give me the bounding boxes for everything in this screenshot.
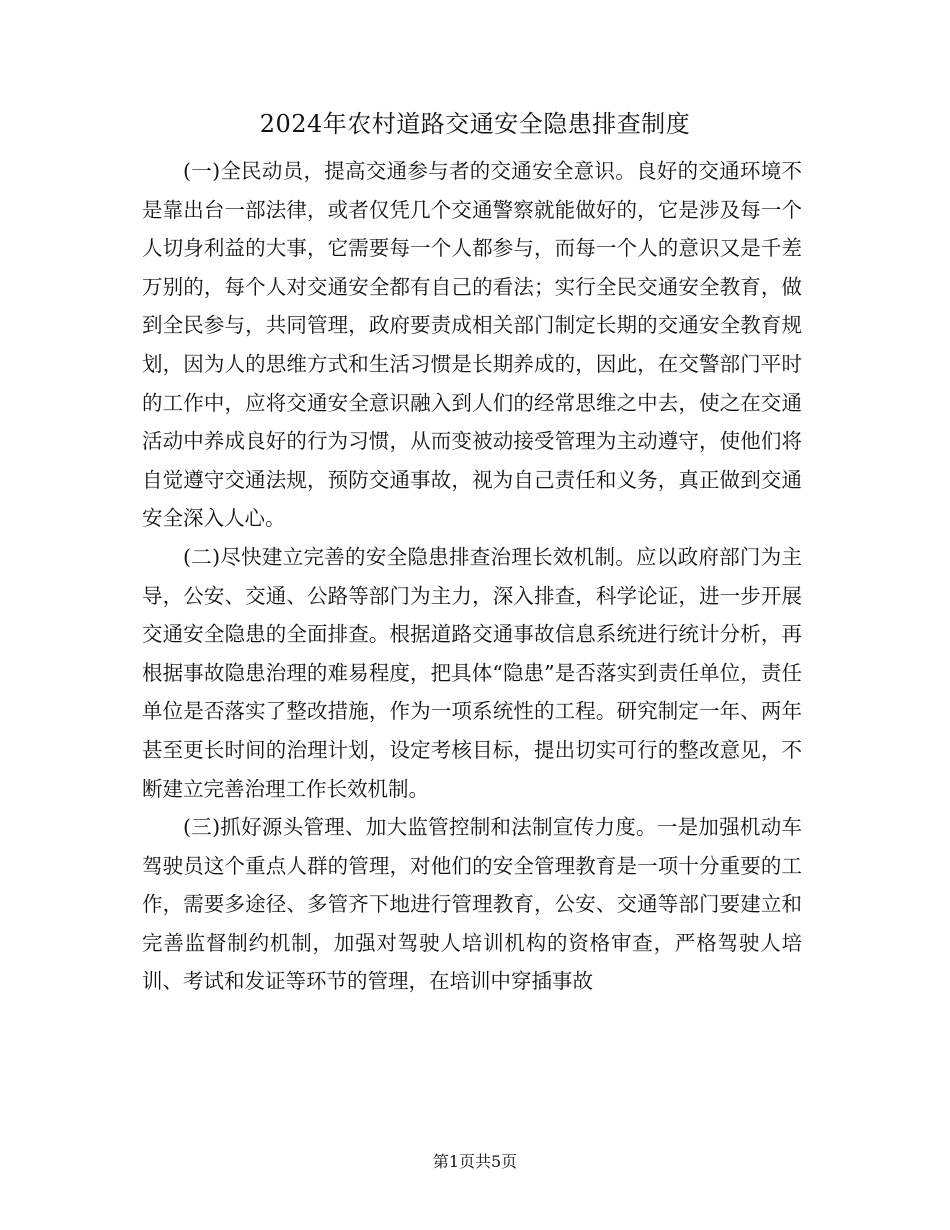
document-body — [142, 152, 802, 1001]
document-title: 2024年农村道路交通安全隐患排查制度 — [259, 110, 691, 138]
paragraph-3: (三)抓好源头管理、加大监管控制和法制宣传力度。一是加强机动车驾驶员这个重点人群的管理，对他们的安全管理教育是一项十分重要的工作，需要多途径、多管齐下地进行管理教育，公安、交通等部门要建立和完善监督制约机制，加强对驾驶人培训机构的资格审查，严格驾驶人培训、考试和发证等环节的管理，在培训中穿插事故 — [142, 815, 802, 994]
paragraph-2: (二)尽快建立完善的安全隐患排查治理长效机制。应以政府部门为主导，公安、交通、公路等部门为主力，深入排查，科学论证，进一步开展交通安全隐患的全面排查。根据道路交通事故信息系统进行统计分析，再根据事故隐患治理的难易程度，把具体“隐患”是否落实到责任单位，责任单位是否落实了整改措施，作为一项系统性的工程。研究制定一年、两年甚至更长时间的治理计划，设定考核目标，提出切实可行的整改意见，不断建立完善治理工作长效机制。 — [142, 544, 802, 801]
paragraph-1: (一)全民动员，提高交通参与者的交通安全意识。良好的交通环境不是靠出台一部法律，或者仅凭几个交通警察就能做好的，它是涉及每一个人切身利益的大事，它需要每一个人都参与，而每一个人的意识又是千差万别的，每个人对交通安全都有自己的看法；实行全民交通安全教育，做到全民参与，共同管理，政府要责成相关部门制定长期的交通安全教育规划，因为人的思维方式和生活习惯是长期养成的，因此，在交警部门平时的工作中，应将交通安全意识融入到人们的经常思维之中去，使之在交通活动中养成良好的行为习惯，从而变被动接受管理为主动遵守，使他们将自觉遵守交通法规，预防交通事故，视为自己责任和义务，真正做到交通安全深入人心。 — [142, 159, 802, 531]
page-number-footer: 第1页共5页 — [432, 1152, 518, 1171]
